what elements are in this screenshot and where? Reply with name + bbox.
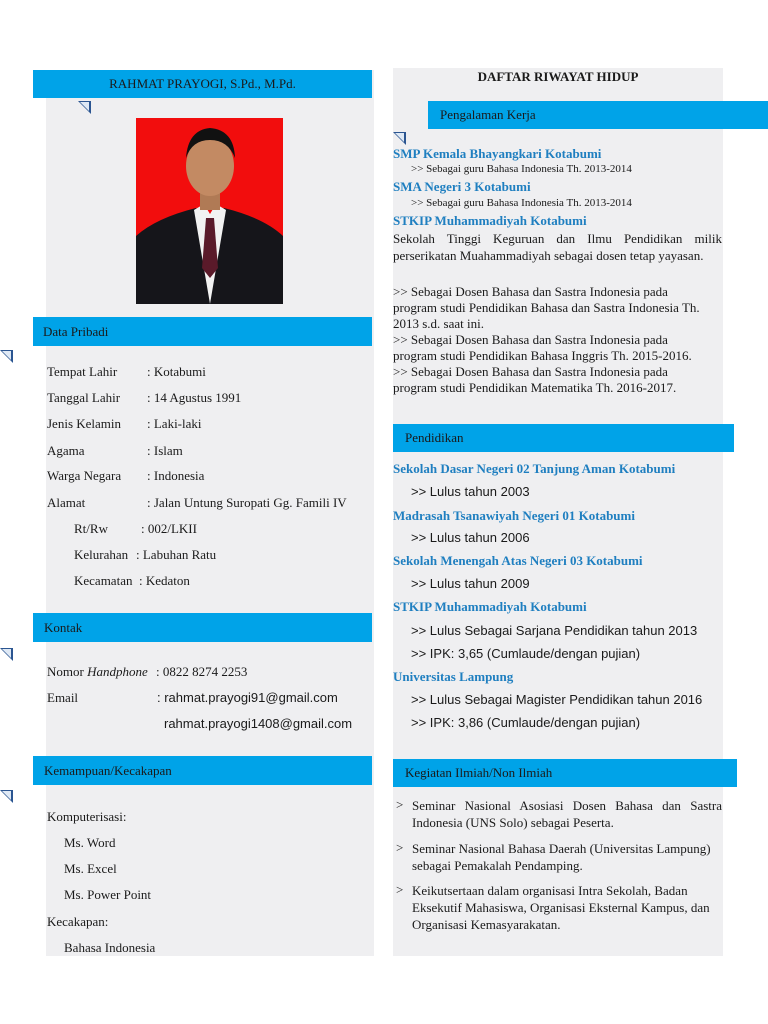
edu-mts: Madrasah Tsanawiyah Negeri 01 Kotabumi xyxy=(393,508,635,523)
skill-ms-power-point: Ms. Power Point xyxy=(64,887,152,902)
email-label: Email xyxy=(47,690,79,705)
value-tanggal-lahir: : 14 Agustus 1991 xyxy=(147,390,242,405)
job-stkip-dosen-3: >> Sebagai Dosen Bahasa dan Sastra Indonesia pada program studi Pendidikan Matematika Th. 2016-2017. xyxy=(393,364,677,395)
value-alamat: : Jalan Untung Suropati Gg. Famili IV xyxy=(147,495,347,510)
phone-value: : 0822 8274 2253 xyxy=(156,664,248,679)
edu-unila-note-2: >> IPK: 3,86 (Cumlaude/dengan pujian) xyxy=(411,715,641,730)
job-sma-role: >> Sebagai guru Bahasa Indonesia Th. 2013-2014 xyxy=(411,197,632,209)
skill-ms-word: Ms. Word xyxy=(64,835,116,850)
section-header-kontak: Kontak xyxy=(33,613,372,642)
document-title: DAFTAR RIWAYAT HIDUP xyxy=(477,69,639,84)
edu-unila-note-1: >> Lulus Sebagai Magister Pendidikan tahun 2016 xyxy=(411,692,703,707)
bullet-marker: > xyxy=(396,882,404,897)
label-jenis-kelamin: Jenis Kelamin xyxy=(47,416,122,431)
edu-stkip: STKIP Muhammadiyah Kotabumi xyxy=(393,599,587,614)
edu-stkip-note-1: >> Lulus Sebagai Sarjana Pendidikan tahun 2013 xyxy=(411,623,698,638)
section-header-data-pribadi: Data Pribadi xyxy=(33,317,372,346)
section-header-pengalaman-kerja: Pengalaman Kerja xyxy=(428,101,768,129)
value-kecamatan: : Kedaton xyxy=(139,573,190,588)
label-rt-rw: Rt/Rw xyxy=(74,521,108,536)
section-header-kegiatan: Kegiatan Ilmiah/Non Ilmiah xyxy=(393,759,737,787)
label-kecamatan: Kecamatan xyxy=(74,573,133,588)
activity-item-2: Seminar Nasional Bahasa Daerah (Universitas Lampung) sebagai Pemakalah Pendamping. xyxy=(412,841,711,873)
phone-label: Nomor Handphone xyxy=(47,664,148,679)
edu-sd: Sekolah Dasar Negeri 02 Tanjung Aman Kotabumi xyxy=(393,461,676,476)
edu-sma-note: >> Lulus tahun 2009 xyxy=(411,576,530,591)
section-header-pendidikan: Pendidikan xyxy=(393,424,734,452)
edu-sma: Sekolah Menengah Atas Negeri 03 Kotabumi xyxy=(393,553,643,568)
edu-stkip-note-2: >> IPK: 3,65 (Cumlaude/dengan pujian) xyxy=(411,646,641,661)
corner-marker-icon xyxy=(0,790,13,803)
job-stkip-dosen-2: >> Sebagai Dosen Bahasa dan Sastra Indonesia pada program studi Pendidikan Bahasa Inggris Th. 2015-2016. xyxy=(393,332,692,363)
corner-marker-icon xyxy=(78,101,91,114)
komputerisasi-label: Komputerisasi: xyxy=(47,809,127,824)
bullet-marker: > xyxy=(396,840,404,855)
job-smp-role: >> Sebagai guru Bahasa Indonesia Th. 2013-2014 xyxy=(411,163,632,175)
value-rt-rw: : 002/LKII xyxy=(141,521,197,536)
job-stkip-dosen-1: >> Sebagai Dosen Bahasa dan Sastra Indonesia pada program studi Pendidikan Bahasa dan Sastra Indonesia Th. 2013 s.d. saat ini. xyxy=(393,284,700,331)
job-smp-kemala: SMP Kemala Bhayangkari Kotabumi xyxy=(393,146,602,161)
value-warga-negara: : Indonesia xyxy=(147,468,205,483)
profile-photo xyxy=(136,118,283,304)
value-agama: : Islam xyxy=(147,443,183,458)
label-tempat-lahir: Tempat Lahir xyxy=(47,364,118,379)
corner-marker-icon xyxy=(0,350,13,363)
person-name: RAHMAT PRAYOGI, S.Pd., M.Pd. xyxy=(109,76,296,91)
skill-bahasa-indonesia: Bahasa Indonesia xyxy=(64,940,156,955)
label-warga-negara: Warga Negara xyxy=(47,468,122,483)
edu-unila: Universitas Lampung xyxy=(393,669,514,684)
bullet-marker: > xyxy=(396,797,404,812)
activity-item-1: Seminar Nasional Asosiasi Dosen Bahasa dan Sastra Indonesia (UNS Solo) sebagai Peserta. xyxy=(412,798,722,830)
job-stkip: STKIP Muhammadiyah Kotabumi xyxy=(393,213,587,228)
activity-item-3: Keikutsertaan dalam organisasi Intra Sekolah, Badan Eksekutif Mahasiswa, Organisasi Eksternal Kampus, dan Organisasi Kemasyarakatan. xyxy=(412,883,710,932)
edu-sd-note: >> Lulus tahun 2003 xyxy=(411,484,530,499)
email-value-2[interactable]: rahmat.prayogi1408@gmail.com xyxy=(164,716,353,731)
value-kelurahan: : Labuhan Ratu xyxy=(136,547,217,562)
label-alamat: Alamat xyxy=(47,495,86,510)
corner-marker-icon xyxy=(0,648,13,661)
label-kelurahan: Kelurahan xyxy=(74,547,129,562)
value-jenis-kelamin: : Laki-laki xyxy=(147,416,202,431)
corner-marker-icon xyxy=(393,132,406,145)
email-value-1[interactable]: : rahmat.prayogi91@gmail.com xyxy=(157,690,338,705)
name-banner xyxy=(33,70,372,98)
section-header-kemampuan: Kemampuan/Kecakapan xyxy=(33,756,372,785)
job-sma-3: SMA Negeri 3 Kotabumi xyxy=(393,179,531,194)
edu-mts-note: >> Lulus tahun 2006 xyxy=(411,530,530,545)
label-agama: Agama xyxy=(47,443,85,458)
job-stkip-description: Sekolah Tinggi Keguruan dan Ilmu Pendidikan milik perserikatan Muahammadiyah sebagai dosen tetap yayasan. xyxy=(393,231,722,263)
kecakapan-label: Kecakapan: xyxy=(47,914,109,929)
skill-ms-excel: Ms. Excel xyxy=(64,861,117,876)
label-tanggal-lahir: Tanggal Lahir xyxy=(47,390,121,405)
value-tempat-lahir: : Kotabumi xyxy=(147,364,206,379)
